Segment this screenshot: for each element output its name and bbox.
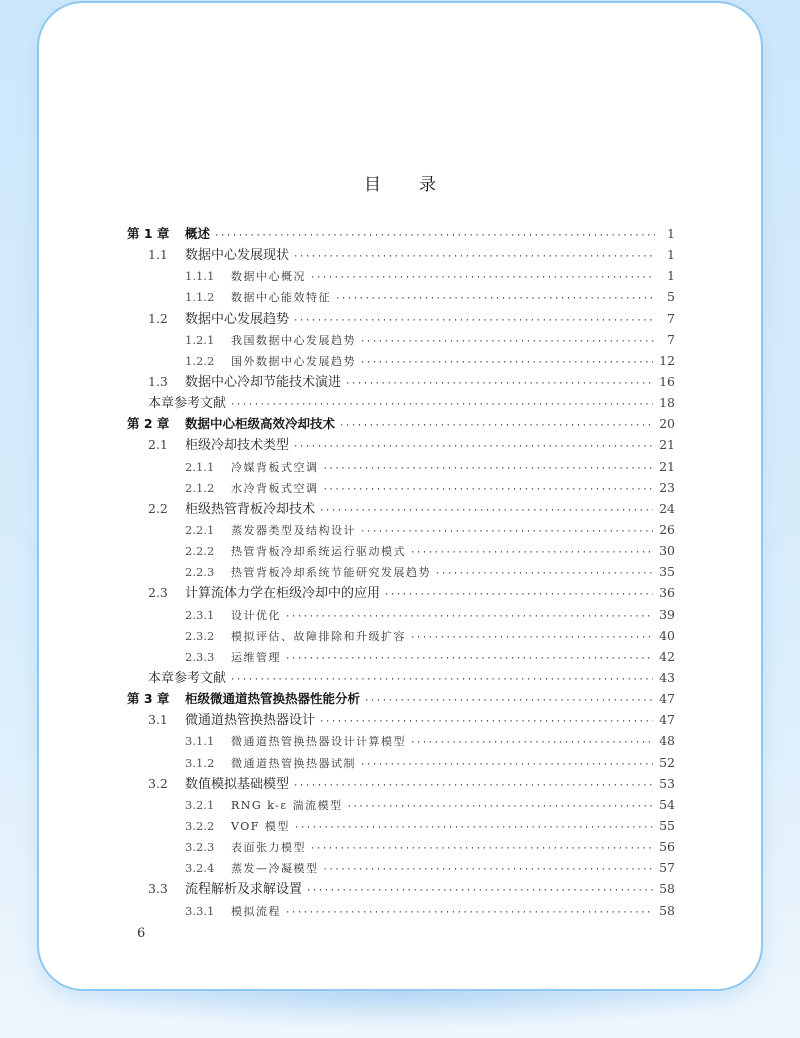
toc-entry[interactable] — [127, 456, 675, 477]
toc-entry-title: 微通道热管换热器设计 — [185, 713, 316, 729]
toc-entry[interactable] — [127, 582, 675, 603]
toc-entry-title: 表面张力模型 — [231, 841, 306, 855]
toc-entry-title: RNG k-ε 湍流模型 — [231, 798, 343, 812]
toc-entry-title: 热管背板冷却系统运行驱动模式 — [231, 545, 406, 559]
toc-entry-number: 1.3 — [148, 373, 168, 389]
toc-entry-title: 数据中心发展现状 — [185, 248, 290, 264]
toc-entry[interactable] — [127, 350, 675, 371]
toc-entry-number: 2.3.3 — [185, 649, 215, 664]
toc-entry[interactable] — [127, 308, 675, 329]
toc-entry-title: 微通道热管换热器设计计算模型 — [231, 735, 406, 749]
toc-entry-number: 1.1.1 — [185, 269, 215, 284]
toc-entry-title: 数据中心能效特征 — [231, 291, 331, 305]
toc-entry-title: 模拟流程 — [231, 904, 281, 918]
toc-entry-page: 1 — [667, 268, 675, 284]
toc-entry-number: 第 2 章 — [127, 416, 170, 432]
toc-entry[interactable] — [127, 836, 675, 857]
toc-entry-page: 26 — [659, 521, 675, 537]
toc-entry-title: 运维管理 — [231, 650, 281, 664]
toc-entry-number: 1.1 — [148, 247, 168, 263]
toc-entry[interactable] — [127, 561, 675, 582]
toc-entry-page: 24 — [659, 500, 675, 516]
toc-entry-page: 56 — [659, 839, 675, 855]
toc-entry-number: 1.2 — [148, 310, 168, 326]
toc-entry-title: 柜级冷却技术类型 — [185, 438, 290, 454]
toc-entry-page: 53 — [659, 775, 675, 791]
toc-entry[interactable] — [127, 477, 675, 498]
table-of-contents — [127, 223, 675, 921]
toc-entry[interactable] — [127, 773, 675, 794]
toc-entry-title: 设计优化 — [231, 608, 281, 622]
toc-entry-number: 3.1 — [148, 712, 168, 728]
toc-entry-title: 柜级热管背板冷却技术 — [185, 501, 316, 517]
toc-entry-page: 35 — [659, 564, 675, 580]
toc-entry-number: 2.1.1 — [185, 459, 215, 474]
toc-entry-title: 数据中心冷却节能技术演进 — [185, 374, 342, 390]
toc-entry-title: 我国数据中心发展趋势 — [231, 333, 356, 347]
toc-entry-number: 3.3.1 — [185, 903, 215, 918]
toc-entry-number: 3.2.4 — [185, 861, 215, 876]
toc-entry-page: 7 — [667, 310, 675, 326]
toc-chapter[interactable] — [127, 688, 675, 709]
toc-entry-page: 58 — [659, 902, 675, 918]
toc-entry-page: 23 — [659, 479, 675, 495]
toc-entry[interactable] — [127, 815, 675, 836]
toc-entry-number: 1.1.2 — [185, 290, 215, 305]
toc-chapter[interactable] — [127, 413, 675, 434]
toc-entry[interactable] — [127, 900, 675, 921]
toc-entry-page: 20 — [659, 416, 675, 432]
toc-entry-page: 5 — [667, 289, 675, 305]
toc-entry-number: 3.3 — [148, 881, 168, 897]
toc-entry[interactable] — [127, 265, 675, 286]
page-title: 目录 — [364, 175, 474, 195]
toc-entry-number: 3.2 — [148, 775, 168, 791]
toc-entry[interactable] — [127, 244, 675, 265]
toc-entry[interactable] — [127, 730, 675, 751]
toc-entry-title: 流程解析及求解设置 — [185, 882, 303, 898]
toc-entry-title: 计算流体力学在柜级冷却中的应用 — [185, 586, 381, 602]
toc-entry-page: 54 — [659, 796, 675, 812]
toc-entry-number: 3.2.1 — [185, 797, 215, 812]
toc-entry-number: 2.1.2 — [185, 480, 215, 495]
toc-entry-title: 国外数据中心发展趋势 — [231, 354, 356, 368]
toc-entry-title: 水冷背板式空调 — [231, 481, 319, 495]
toc-entry-title: 蒸发器类型及结构设计 — [231, 523, 356, 537]
toc-entry-page: 40 — [659, 627, 675, 643]
toc-entry-number: 2.2 — [148, 500, 168, 516]
toc-chapter[interactable] — [127, 223, 675, 244]
toc-entry[interactable] — [127, 794, 675, 815]
toc-entry-page: 47 — [659, 712, 675, 728]
toc-entry-number: 2.2.2 — [185, 544, 215, 559]
toc-entry-page: 47 — [659, 691, 675, 707]
toc-entry-page: 39 — [659, 606, 675, 622]
toc-entry[interactable] — [127, 371, 675, 392]
toc-entry-title: 微通道热管换热器试制 — [231, 756, 356, 770]
toc-entry-page: 1 — [667, 247, 675, 263]
toc-entry[interactable] — [127, 604, 675, 625]
toc-entry-page: 57 — [659, 860, 675, 876]
toc-entry-number: 2.2.1 — [185, 522, 215, 537]
toc-entry-number: 第 3 章 — [127, 691, 170, 707]
toc-references[interactable] — [127, 392, 675, 413]
toc-entry[interactable] — [127, 625, 675, 646]
toc-entry-title: 蒸发—冷凝模型 — [231, 862, 319, 876]
toc-entry[interactable] — [127, 540, 675, 561]
toc-entry[interactable] — [127, 519, 675, 540]
dot-leader — [285, 903, 653, 924]
toc-entry-title: 本章参考文献 — [148, 396, 227, 412]
toc-entry[interactable] — [127, 709, 675, 730]
toc-entry-page: 21 — [659, 458, 675, 474]
toc-entry-number: 2.1 — [148, 437, 168, 453]
toc-entry-page: 55 — [659, 817, 675, 833]
toc-entry-title: VOF 模型 — [231, 819, 290, 833]
toc-entry[interactable] — [127, 646, 675, 667]
toc-entry-number: 3.1.2 — [185, 755, 215, 770]
toc-entry[interactable] — [127, 434, 675, 455]
toc-entry-title: 数值模拟基础模型 — [185, 776, 290, 792]
toc-entry-number: 3.1.1 — [185, 734, 215, 749]
toc-entry-page: 43 — [659, 669, 675, 685]
toc-entry-page: 7 — [667, 331, 675, 347]
toc-entry-page: 12 — [659, 352, 675, 368]
toc-entry-number: 2.3 — [148, 585, 168, 601]
toc-entry[interactable] — [127, 878, 675, 899]
toc-entry-title: 柜级微通道热管换热器性能分析 — [185, 691, 361, 707]
toc-entry-title: 数据中心柜级高效冷却技术 — [185, 416, 336, 432]
toc-entry-title: 概述 — [185, 226, 211, 241]
toc-entry[interactable] — [127, 857, 675, 878]
toc-entry-number: 2.2.3 — [185, 565, 215, 580]
page-number: 6 — [137, 926, 146, 941]
toc-entry-number: 2.3.1 — [185, 607, 215, 622]
toc-references[interactable] — [127, 667, 675, 688]
toc-entry[interactable] — [127, 498, 675, 519]
toc-entry-page: 21 — [659, 437, 675, 453]
toc-entry-page: 42 — [659, 648, 675, 664]
toc-entry-page: 52 — [659, 754, 675, 770]
toc-entry-number: 第 1 章 — [127, 226, 170, 241]
toc-entry-title: 模拟评估、故障排除和升级扩容 — [231, 629, 406, 643]
toc-entry[interactable] — [127, 329, 675, 350]
toc-entry-title: 冷媒背板式空调 — [231, 460, 319, 474]
toc-entry-number: 1.2.1 — [185, 332, 215, 347]
toc-entry-number: 1.2.2 — [185, 353, 215, 368]
toc-entry-number: 2.3.2 — [185, 628, 215, 643]
toc-entry-title: 数据中心发展趋势 — [185, 311, 290, 327]
toc-entry-number: 3.2.3 — [185, 840, 215, 855]
toc-entry-title: 本章参考文献 — [148, 670, 227, 686]
toc-entry[interactable] — [127, 752, 675, 773]
toc-entry-page: 18 — [659, 395, 675, 411]
toc-entry-number: 3.2.2 — [185, 818, 215, 833]
toc-entry-page: 58 — [659, 881, 675, 897]
toc-entry-title: 热管背板冷却系统节能研究发展趋势 — [231, 566, 431, 580]
toc-entry[interactable] — [127, 286, 675, 307]
toc-entry-page: 36 — [659, 585, 675, 601]
toc-entry-title: 数据中心概况 — [231, 270, 306, 284]
toc-entry-page: 48 — [659, 733, 675, 749]
toc-entry-page: 30 — [659, 543, 675, 559]
toc-entry-page: 16 — [659, 373, 675, 389]
toc-entry-page: 1 — [667, 226, 675, 241]
